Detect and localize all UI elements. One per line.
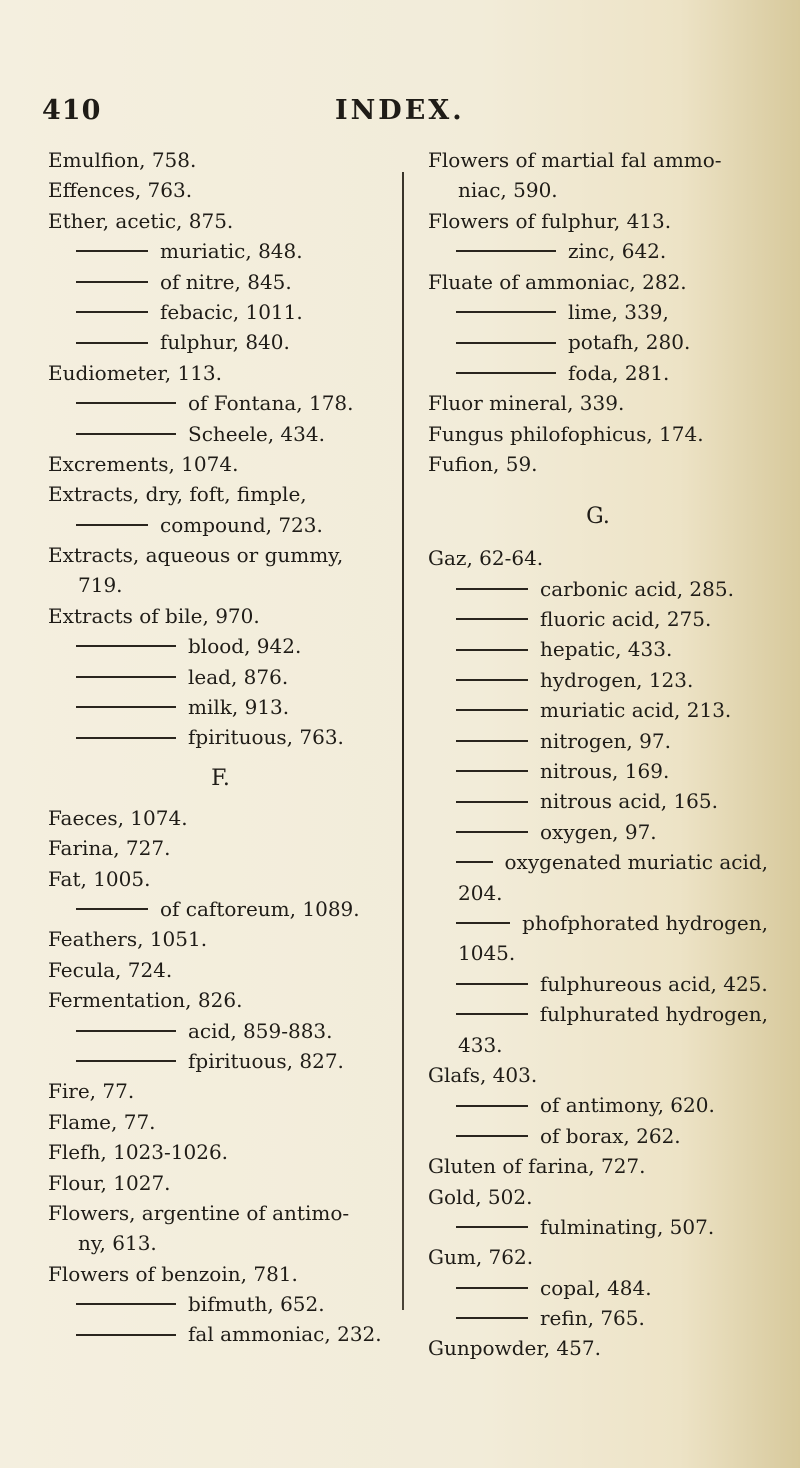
entry-text: Effences, 763. [48, 178, 193, 203]
ditto-dash [76, 524, 148, 526]
index-entry [48, 864, 393, 894]
entry-text: Gold, 502. [428, 1184, 533, 1209]
ditto-dash [456, 740, 528, 742]
index-subentry [428, 695, 768, 725]
ditto-dash [456, 311, 556, 313]
ditto-dash [76, 433, 176, 435]
index-subentry [48, 1016, 393, 1046]
index-entry [428, 1333, 768, 1363]
index-subentry [48, 388, 393, 418]
section-letter: G. [586, 504, 610, 530]
index-entry [48, 540, 393, 570]
index-entry [428, 1242, 768, 1272]
entry-text: of borax, 262. [540, 1123, 681, 1148]
index-subentry [428, 297, 768, 327]
index-subentry [428, 1121, 768, 1151]
entry-text: lime, 339, [568, 299, 669, 324]
index-entry [428, 1151, 768, 1181]
index-subentry [428, 908, 768, 938]
entry-text: lead, 876. [188, 664, 289, 689]
index-column-right [428, 145, 768, 1364]
index-entry [428, 543, 768, 573]
entry-text: muriatic acid, 213. [540, 698, 732, 723]
ditto-dash [456, 1317, 528, 1319]
index-subentry [48, 894, 393, 924]
ditto-dash [456, 342, 556, 344]
index-subentry [48, 722, 393, 752]
entry-text: bifmuth, 652. [188, 1292, 325, 1317]
entry-text: fluoric acid, 275. [540, 607, 712, 632]
index-entry [48, 479, 393, 509]
index-entry [428, 449, 768, 479]
index-entry [48, 985, 393, 1015]
entry-text: niac, 590. [458, 178, 558, 203]
entry-text: Extracts, aqueous or gummy, [48, 543, 344, 568]
entry-text: fulphureous acid, 425. [540, 971, 768, 996]
ditto-dash [456, 679, 528, 681]
entry-text: 204. [458, 880, 503, 905]
entry-text: oxygen, 97. [540, 819, 657, 844]
page-number: 410 [42, 95, 102, 126]
entry-text: of Fontana, 178. [188, 391, 354, 416]
column-divider [402, 172, 404, 1310]
ditto-dash [76, 1060, 176, 1062]
entry-text: hydrogen, 123. [540, 667, 694, 692]
entry-text: Fluor mineral, 339. [428, 391, 625, 416]
index-column-left [48, 145, 393, 1350]
entry-text: of antimony, 620. [540, 1093, 715, 1118]
index-entry [48, 449, 393, 479]
entry-text: carbonic acid, 285. [540, 576, 734, 601]
index-entry [428, 145, 768, 175]
entry-text: potafh, 280. [568, 330, 691, 355]
index-entry-continuation [48, 570, 393, 600]
index-subentry [428, 1212, 768, 1242]
index-subentry [48, 1046, 393, 1076]
entry-text: Scheele, 434. [188, 421, 325, 446]
ditto-dash [456, 649, 528, 651]
ditto-dash [456, 831, 528, 833]
entry-text: oxygenated muriatic acid, [504, 850, 768, 875]
entry-text: Gum, 762. [428, 1245, 534, 1270]
entry-text: of nitre, 845. [160, 269, 292, 294]
index-entry [48, 358, 393, 388]
entry-text: Extracts, dry, foft, fimple, [48, 482, 307, 507]
entry-text: Flour, 1027. [48, 1170, 171, 1195]
ditto-dash [76, 908, 148, 910]
entry-text: Fungus philofophicus, 174. [428, 421, 704, 446]
entry-text: Glafs, 403. [428, 1062, 538, 1087]
index-entry [48, 1198, 393, 1228]
index-subentry [428, 786, 768, 816]
ditto-dash [76, 250, 148, 252]
index-entry [48, 601, 393, 631]
index-entry [428, 206, 768, 236]
entry-text: Fat, 1005. [48, 866, 151, 891]
index-entry [48, 1076, 393, 1106]
ditto-dash [76, 402, 176, 404]
index-subentry [428, 574, 768, 604]
entry-text: Flowers of martial fal ammo- [428, 148, 722, 172]
ditto-dash [76, 706, 176, 708]
index-entry [48, 1137, 393, 1167]
index-subentry [48, 327, 393, 357]
entry-text: fpirituous, 763. [188, 725, 344, 750]
index-subentry [428, 847, 768, 877]
index-entry [48, 1107, 393, 1137]
entry-text: Flefh, 1023-1026. [48, 1140, 229, 1165]
index-subentry [428, 634, 768, 664]
index-subentry [428, 236, 768, 266]
index-subentry [428, 604, 768, 634]
entry-text: Gaz, 62-64. [428, 546, 544, 571]
entry-text: hepatic, 433. [540, 637, 673, 662]
index-subentry [428, 665, 768, 695]
entry-text: Faeces, 1074. [48, 805, 188, 830]
ditto-dash [76, 281, 148, 283]
entry-text: nitrous acid, 165. [540, 789, 718, 814]
ditto-dash [456, 709, 528, 711]
index-subentry [48, 267, 393, 297]
ditto-dash [456, 861, 493, 863]
entry-text: fpirituous, 827. [188, 1048, 344, 1073]
entry-text: Gunpowder, 457. [428, 1336, 601, 1361]
entry-text: Fufion, 59. [428, 451, 538, 476]
entry-text: foda, 281. [568, 360, 670, 385]
ditto-dash [456, 618, 528, 620]
entry-text: muriatic, 848. [160, 239, 303, 264]
entry-text: Fecula, 724. [48, 957, 173, 982]
ditto-dash [456, 1013, 528, 1015]
running-title: INDEX. [335, 95, 465, 126]
entry-text: fulphur, 840. [160, 330, 290, 355]
index-subentry [48, 510, 393, 540]
entry-text: Flowers of fulphur, 413. [428, 208, 672, 233]
entry-text: Flowers of benzoin, 781. [48, 1261, 298, 1286]
index-subentry [428, 1090, 768, 1120]
entry-text: copal, 484. [540, 1275, 652, 1300]
entry-text: Eudiometer, 113. [48, 360, 223, 385]
entry-text: compound, 723. [160, 512, 323, 537]
ditto-dash [76, 1334, 176, 1336]
index-entry-continuation [428, 938, 768, 968]
ditto-dash [76, 1303, 176, 1305]
ditto-dash [76, 737, 176, 739]
ditto-dash [456, 250, 556, 252]
entry-text: nitrogen, 97. [540, 728, 671, 753]
index-entry-continuation [428, 175, 768, 205]
entry-text: Flame, 77. [48, 1109, 156, 1134]
entry-text: Fluate of ammoniac, 282. [428, 269, 687, 294]
index-subentry [428, 327, 768, 357]
entry-text: acid, 859-883. [188, 1018, 333, 1043]
ditto-dash [456, 1135, 528, 1137]
index-subentry [48, 692, 393, 722]
entry-text: Extracts of bile, 970. [48, 603, 260, 628]
index-entry [48, 924, 393, 954]
entry-text: milk, 913. [188, 695, 290, 720]
entry-text: Gluten of farina, 727. [428, 1154, 646, 1179]
entry-text: 1045. [458, 941, 516, 966]
entry-text: fulminating, 507. [540, 1214, 715, 1239]
index-subentry [428, 726, 768, 756]
entry-text: 433. [458, 1032, 503, 1057]
index-subentry [48, 631, 393, 661]
index-subentry [428, 358, 768, 388]
entry-text: of caftoreum, 1089. [160, 896, 360, 921]
entry-text: Excrements, 1074. [48, 451, 239, 476]
entry-text: blood, 942. [188, 634, 302, 659]
index-entry [48, 175, 393, 205]
ditto-dash [456, 770, 528, 772]
index-subentry [48, 1289, 393, 1319]
index-entry [428, 388, 768, 418]
index-subentry [428, 999, 768, 1029]
index-entry [48, 1168, 393, 1198]
ditto-dash [456, 922, 510, 924]
ditto-dash [76, 342, 148, 344]
index-entry [428, 419, 768, 449]
index-entry-continuation [428, 1030, 768, 1060]
index-subentry [48, 297, 393, 327]
entry-text: Fire, 77. [48, 1079, 135, 1104]
ditto-dash [76, 311, 148, 313]
index-subentry [428, 756, 768, 786]
ditto-dash [456, 983, 528, 985]
index-entry [48, 145, 393, 175]
index-entry [428, 1060, 768, 1090]
entry-text: zinc, 642. [568, 239, 667, 264]
ditto-dash [456, 801, 528, 803]
index-entry [48, 803, 393, 833]
entry-text: Farina, 727. [48, 836, 171, 861]
entry-text: ny, 613. [78, 1231, 157, 1256]
index-subentry [428, 1273, 768, 1303]
index-subentry [428, 969, 768, 999]
entry-text: Fermentation, 826. [48, 988, 243, 1013]
index-entry [428, 1182, 768, 1212]
index-entry [428, 267, 768, 297]
entry-text: refin, 765. [540, 1306, 645, 1331]
ditto-dash [456, 1226, 528, 1228]
index-entry [48, 206, 393, 236]
index-subentry [48, 236, 393, 266]
ditto-dash [456, 1105, 528, 1107]
entry-text: nitrous, 169. [540, 759, 670, 784]
index-subentry [48, 1319, 393, 1349]
ditto-dash [456, 1287, 528, 1289]
entry-text: Emulfion, 758. [48, 148, 197, 172]
ditto-dash [76, 1030, 176, 1032]
entry-text: Ether, acetic, 875. [48, 208, 234, 233]
ditto-dash [76, 645, 176, 647]
section-letter: F. [211, 765, 230, 791]
index-entry-continuation [428, 878, 768, 908]
entry-text: febacic, 1011. [160, 299, 303, 324]
index-entry [48, 833, 393, 863]
index-entry-continuation [48, 1228, 393, 1258]
ditto-dash [456, 372, 556, 374]
ditto-dash [456, 588, 528, 590]
index-subentry [48, 419, 393, 449]
index-subentry [428, 1303, 768, 1333]
entry-text: Flowers, argentine of antimo- [48, 1200, 350, 1225]
index-entry [48, 1259, 393, 1289]
index-entry [48, 955, 393, 985]
index-subentry [428, 817, 768, 847]
index-subentry [48, 662, 393, 692]
ditto-dash [76, 676, 176, 678]
entry-text: Feathers, 1051. [48, 927, 208, 952]
entry-text: fal ammoniac, 232. [188, 1322, 382, 1347]
page-header [0, 95, 800, 135]
entry-text: fulphurated hydrogen, [539, 1002, 768, 1027]
entry-text: phofphorated hydrogen, [522, 910, 768, 935]
entry-text: 719. [78, 573, 123, 598]
